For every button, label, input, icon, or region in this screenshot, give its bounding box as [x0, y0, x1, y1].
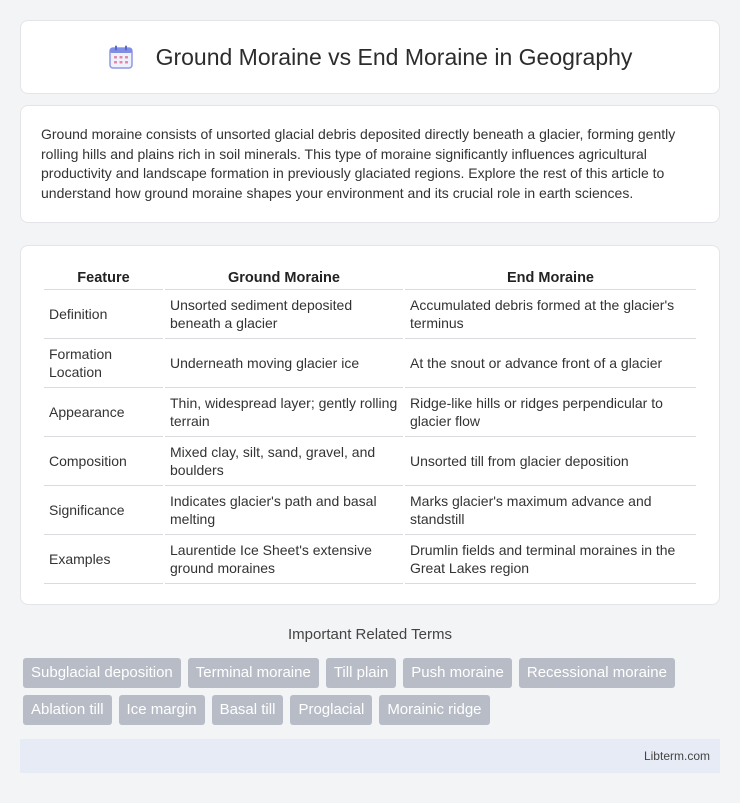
intro-text: Ground moraine consists of unsorted glacial debris deposited directly beneath a glacier, forming gently rolling hills and plains rich in soil minerals. This type of moraine significantly influences agricultural productivity and landscape formation in previously glaciated regions. Explore the rest of this article to understand how ground moraine shapes your environment and its crucial role in earth sciences.	[41, 126, 676, 201]
related-term-tag[interactable]: Recessional moraine	[519, 658, 675, 688]
feature-cell: Definition	[44, 290, 163, 339]
related-term-tag[interactable]: Till plain	[326, 658, 396, 688]
comparison-table-card	[20, 245, 720, 605]
feature-cell: Appearance	[44, 388, 163, 437]
calendar-icon	[108, 44, 134, 70]
end-moraine-cell: Unsorted till from glacier deposition	[405, 437, 696, 486]
ground-moraine-cell: Thin, widespread layer; gently rolling terrain	[165, 388, 403, 437]
table-row	[44, 535, 696, 584]
related-terms-title: Important Related Terms	[288, 626, 452, 643]
header-ground-moraine: Ground Moraine	[165, 264, 403, 290]
table-row	[44, 388, 696, 437]
table-row	[44, 339, 696, 388]
comparison-table	[42, 264, 698, 584]
feature-cell: Significance	[44, 486, 163, 535]
end-moraine-cell: Drumlin fields and terminal moraines in the Great Lakes region	[405, 535, 696, 584]
header-feature: Feature	[44, 264, 163, 290]
feature-cell: Formation Location	[44, 339, 163, 388]
end-moraine-cell: Accumulated debris formed at the glacier's terminus	[405, 290, 696, 339]
related-term-tag[interactable]: Push moraine	[403, 658, 512, 688]
feature-cell: Examples	[44, 535, 163, 584]
footer	[20, 739, 720, 773]
table-row	[44, 486, 696, 535]
footer-site-link[interactable]: Libterm.com	[643, 749, 710, 763]
end-moraine-cell: Ridge-like hills or ridges perpendicular to glacier flow	[405, 388, 696, 437]
related-term-tag[interactable]: Proglacial	[290, 695, 372, 725]
related-terms-list	[23, 658, 723, 725]
intro-card	[20, 105, 720, 223]
ground-moraine-cell: Underneath moving glacier ice	[165, 339, 403, 388]
related-term-tag[interactable]: Basal till	[212, 695, 284, 725]
related-term-tag[interactable]: Ablation till	[23, 695, 112, 725]
title-card	[20, 20, 720, 94]
ground-moraine-cell: Unsorted sediment deposited beneath a glacier	[165, 290, 403, 339]
related-term-tag[interactable]: Terminal moraine	[188, 658, 319, 688]
related-term-tag[interactable]: Subglacial deposition	[23, 658, 181, 688]
ground-moraine-cell: Laurentide Ice Sheet's extensive ground moraines	[165, 535, 403, 584]
table-row	[44, 437, 696, 486]
table-header-row	[44, 264, 696, 290]
end-moraine-cell: At the snout or advance front of a glacier	[405, 339, 696, 388]
ground-moraine-cell: Indicates glacier's path and basal melting	[165, 486, 403, 535]
related-term-tag[interactable]: Ice margin	[119, 695, 205, 725]
header-end-moraine: End Moraine	[405, 264, 696, 290]
ground-moraine-cell: Mixed clay, silt, sand, gravel, and boulders	[165, 437, 403, 486]
table-row	[44, 290, 696, 339]
page-title: Ground Moraine vs End Moraine in Geography	[155, 43, 633, 70]
feature-cell: Composition	[44, 437, 163, 486]
related-term-tag[interactable]: Morainic ridge	[379, 695, 489, 725]
end-moraine-cell: Marks glacier's maximum advance and standstill	[405, 486, 696, 535]
